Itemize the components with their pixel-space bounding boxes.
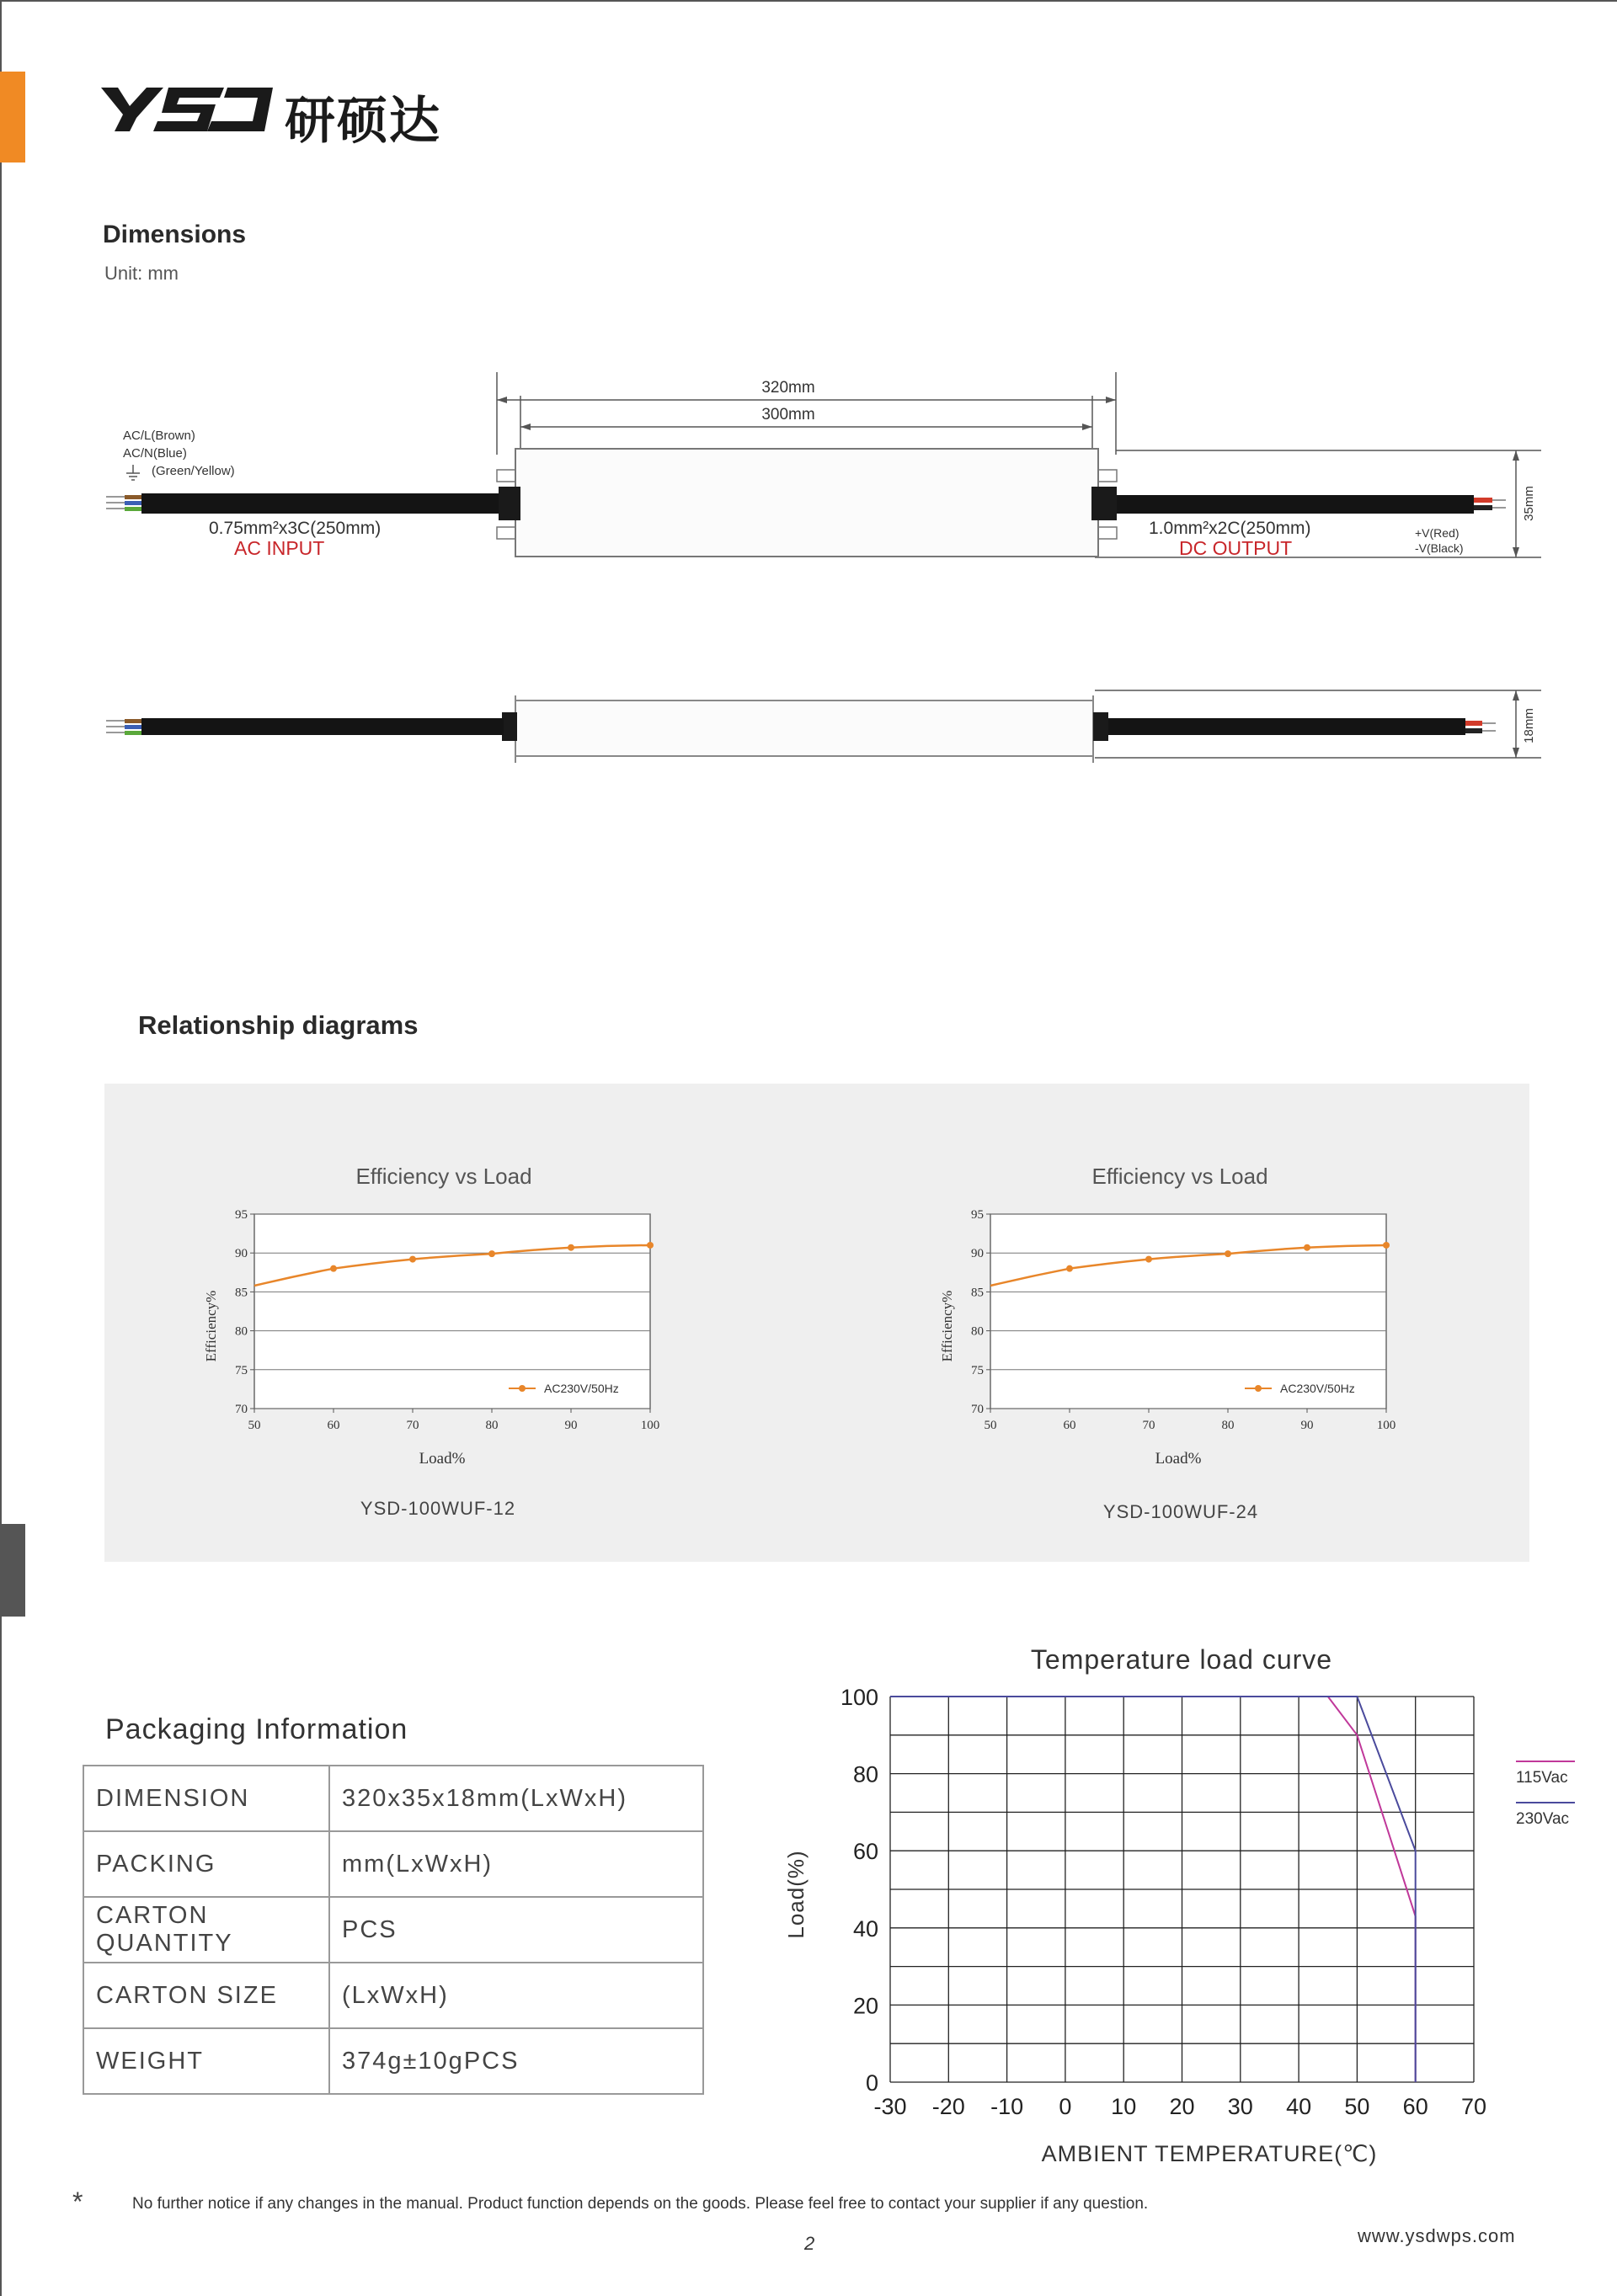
x-tick-label: 80 (485, 1419, 499, 1432)
data-point (488, 1250, 495, 1257)
legend-label: 115Vac (1516, 1769, 1568, 1787)
temperature-load-chart (775, 1629, 1600, 2168)
x-tick-label: 90 (1300, 1419, 1314, 1432)
y-tick-label: 70 (971, 1403, 984, 1416)
footer-asterisk: * (72, 2187, 83, 2217)
ac-label-live: AC/L(Brown) (123, 429, 195, 443)
y-tick-label: 85 (235, 1286, 248, 1300)
data-point (1066, 1265, 1073, 1272)
y-tick-label: 70 (235, 1403, 248, 1416)
x-tick-label: -20 (931, 2094, 965, 2119)
chart-title: Efficiency vs Load (1091, 1164, 1268, 1189)
chart-title: Temperature load curve (1030, 1644, 1333, 1675)
x-tick-label: 40 (1286, 2094, 1312, 2119)
table-row (83, 1766, 703, 1831)
chart-xlabel: Load% (419, 1450, 466, 1468)
y-tick-label: 0 (865, 2070, 878, 2096)
packaging-value: PCS (329, 1897, 703, 1963)
chart-ylabel: Efficiency% (203, 1290, 219, 1362)
chart-title: Efficiency vs Load (355, 1164, 532, 1189)
dc-positive-label: +V(Red) (1415, 526, 1460, 540)
y-tick-label: 20 (852, 1993, 878, 2019)
y-tick-label: 95 (971, 1208, 984, 1222)
footer-note: No further notice if any changes in the manual. Product function depends on the goods. Please feel free to contact your supplier if any question. (132, 2195, 1149, 2213)
packaging-key: CARTON QUANTITY (83, 1897, 329, 1963)
packaging-title: Packaging Information (105, 1713, 408, 1745)
dc-cable-spec: 1.0mm²x2C(250mm) (1149, 519, 1311, 538)
x-tick-label: 60 (327, 1419, 340, 1432)
page-border-left (0, 0, 2, 2296)
brand-name: 研硕达 (285, 92, 441, 151)
dimensions-title: Dimensions (103, 221, 247, 248)
x-tick-label: 30 (1227, 2094, 1253, 2119)
y-tick-label: 80 (971, 1324, 984, 1339)
chart-xlabel: Load% (1155, 1450, 1202, 1468)
x-tick-label: 100 (640, 1419, 660, 1432)
x-tick-label: 70 (1142, 1419, 1155, 1432)
driver-side-view (106, 695, 1496, 763)
dc-output-label: DC OUTPUT (1179, 537, 1293, 559)
brand-logo-mark (99, 83, 276, 135)
packaging-value: mm(LxWxH) (329, 1831, 703, 1897)
ac-input-label: AC INPUT (234, 537, 325, 559)
y-tick-label: 75 (971, 1363, 984, 1377)
x-tick-label: 70 (1460, 2094, 1487, 2119)
page-number: 2 (804, 2233, 815, 2254)
packaging-value: 374g±10gPCS (329, 2028, 703, 2094)
ac-label-earth: (Green/Yellow) (152, 464, 235, 478)
efficiency-chart-24v (921, 1145, 1427, 1532)
table-row (83, 1963, 703, 2028)
efficiency-chart-12v (185, 1145, 691, 1532)
plot-area (254, 1214, 650, 1409)
x-tick-label: 50 (248, 1419, 261, 1432)
packaging-value: (LxWxH) (329, 1963, 703, 2028)
x-tick-label: 50 (984, 1419, 997, 1432)
chart-ylabel: Load(%) (783, 1850, 808, 1939)
x-tick-label: 60 (1063, 1419, 1076, 1432)
x-tick-label: 0 (1059, 2094, 1072, 2119)
legend-marker (1255, 1385, 1262, 1392)
y-tick-label: 75 (235, 1363, 248, 1377)
dimensions-unit: Unit: mm (104, 263, 179, 284)
y-tick-label: 100 (840, 1685, 878, 1710)
website-link[interactable]: www.ysdwps.com (1358, 2225, 1516, 2246)
data-point (1383, 1242, 1390, 1249)
dim-inner-label: 300mm (761, 406, 815, 424)
table-row (83, 1831, 703, 1897)
dim-outer-label: 320mm (761, 379, 815, 397)
accent-tab (0, 72, 25, 162)
x-tick-label: -10 (990, 2094, 1024, 2119)
packaging-value: 320x35x18mm(LxWxH) (329, 1766, 703, 1831)
dim-side-height-label: 18mm (1522, 708, 1536, 743)
x-tick-label: 60 (1402, 2094, 1428, 2119)
dim-height-label: 35mm (1522, 486, 1536, 521)
legend-marker (519, 1385, 526, 1392)
ground-icon (126, 465, 140, 480)
ac-label-neutral: AC/N(Blue) (123, 446, 187, 461)
legend-label: AC230V/50Hz (544, 1382, 619, 1395)
x-tick-label: 20 (1169, 2094, 1195, 2119)
legend-label: 230Vac (1516, 1810, 1570, 1828)
x-tick-label: 50 (1344, 2094, 1370, 2119)
legend-label: AC230V/50Hz (1280, 1382, 1355, 1395)
y-tick-label: 40 (852, 1915, 878, 1942)
ac-cable-spec: 0.75mm²x3C(250mm) (209, 519, 382, 538)
y-tick-label: 80 (852, 1761, 878, 1787)
packaging-key: CARTON SIZE (83, 1963, 329, 2028)
y-tick-label: 85 (971, 1286, 984, 1300)
dimension-drawing (0, 362, 1617, 783)
y-tick-label: 90 (971, 1247, 984, 1261)
dc-negative-label: -V(Black) (1415, 541, 1464, 555)
chart-caption: YSD-100WUF-24 (1102, 1501, 1259, 1522)
x-tick-label: 70 (406, 1419, 419, 1432)
x-tick-label: 80 (1221, 1419, 1235, 1432)
x-tick-label: 100 (1376, 1419, 1396, 1432)
data-point (1304, 1244, 1310, 1251)
y-tick-label: 90 (235, 1247, 248, 1261)
data-point (647, 1242, 654, 1249)
data-point (568, 1244, 574, 1251)
x-tick-label: 10 (1111, 2094, 1137, 2119)
packaging-table (83, 1765, 704, 2095)
data-point (330, 1265, 337, 1272)
data-point (1145, 1256, 1152, 1263)
relationship-title: Relationship diagrams (138, 1010, 419, 1040)
side-tab (0, 1524, 25, 1617)
packaging-key: PACKING (83, 1831, 329, 1897)
data-point (1225, 1250, 1231, 1257)
y-tick-label: 95 (235, 1208, 248, 1222)
table-row (83, 2028, 703, 2094)
chart-xlabel: AMBIENT TEMPERATURE(℃) (1041, 2141, 1378, 2166)
y-tick-label: 60 (852, 1839, 878, 1865)
table-row (83, 1897, 703, 1963)
packaging-key: WEIGHT (83, 2028, 329, 2094)
chart-ylabel: Efficiency% (939, 1290, 955, 1362)
packaging-key: DIMENSION (83, 1766, 329, 1831)
x-tick-label: 90 (564, 1419, 578, 1432)
plot-area (990, 1214, 1386, 1409)
page-border-top (0, 0, 1617, 2)
chart-caption: YSD-100WUF-12 (360, 1498, 516, 1519)
data-point (409, 1256, 416, 1263)
y-tick-label: 80 (235, 1324, 248, 1339)
x-tick-label: -30 (873, 2094, 907, 2119)
